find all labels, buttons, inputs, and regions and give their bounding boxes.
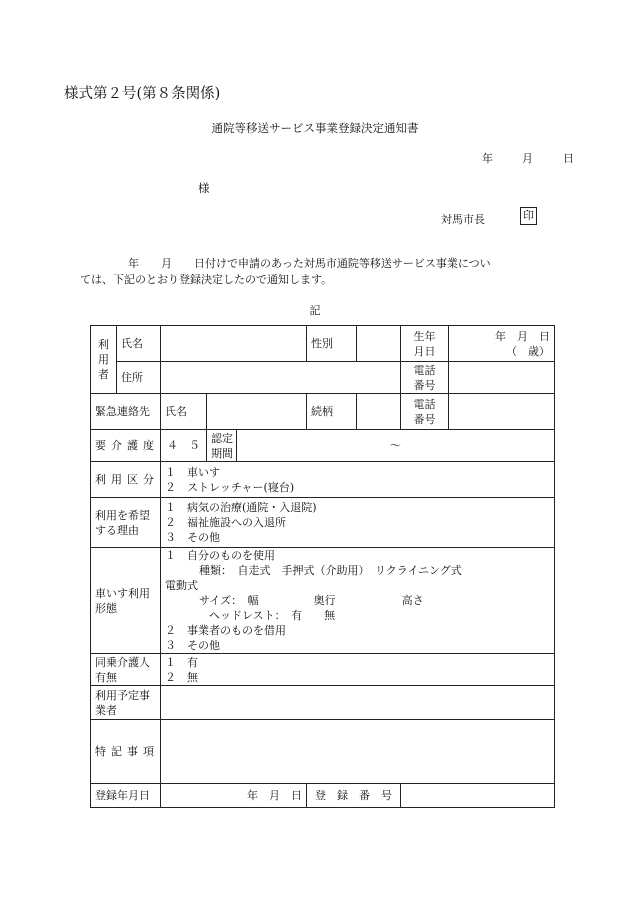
- seal-box: 印: [520, 207, 537, 225]
- companion-label: 同乗介護人 有無: [91, 654, 161, 686]
- address-value[interactable]: [161, 362, 401, 394]
- issuer: 対馬市長: [441, 213, 485, 226]
- name-label: 氏名: [117, 326, 161, 362]
- provider-label: 利用予定事 業者: [91, 686, 161, 720]
- relation-label: 続柄: [307, 394, 357, 430]
- document-title: 通院等移送サービス事業登録決定通知書: [211, 121, 419, 135]
- user-label: 利 用 者: [91, 326, 117, 394]
- form-number: 様式第２号(第８条関係): [64, 86, 221, 102]
- date-month: 月: [522, 152, 533, 165]
- care-level-label: 要介護度: [91, 430, 161, 462]
- reg-number-label: 登 録 番 号: [307, 784, 401, 808]
- relation-value[interactable]: [357, 394, 401, 430]
- body-line-2: ては、下記のとおり登録決定したので通知します。: [80, 273, 333, 286]
- date-year: 年: [482, 152, 493, 165]
- wheelchair-label: 車いす利用 形態: [91, 548, 161, 654]
- reason-options[interactable]: １ 病気の治療(通院・入退院) ２ 福祉施設への入退所 ３ その他: [161, 498, 555, 548]
- companion-options[interactable]: １ 有 ２ 無: [161, 654, 555, 686]
- gender-label: 性別: [307, 326, 357, 362]
- emergency-name-label: 氏名: [161, 394, 207, 430]
- provider-value[interactable]: [161, 686, 555, 720]
- wheelchair-options[interactable]: １ 自分のものを使用 種類： 自走式 手押式（介助用） リクライニング式 電動式 サイズ： 幅 奥行 高さ ヘッドレスト： 有 無 ２ 事業者のものを借用 ３ その他: [161, 548, 555, 654]
- phone-value[interactable]: [449, 362, 555, 394]
- body-line-1: 年 月 日付けで申請のあった対馬市通院等移送サービス事業につい: [128, 257, 491, 270]
- registration-table: [90, 325, 555, 808]
- birth-label: 生年 月日: [401, 326, 449, 362]
- emergency-phone-value[interactable]: [449, 394, 555, 430]
- reg-date-value[interactable]: 年 月 日: [161, 784, 307, 808]
- body-text: [80, 256, 590, 288]
- cert-period-value[interactable]: ～: [237, 430, 555, 462]
- emergency-phone-label: 電話 番号: [401, 394, 449, 430]
- emergency-label: 緊急連絡先: [91, 394, 161, 430]
- reason-label: 利用を希望 する理由: [91, 498, 161, 548]
- notes-label: 特記事項: [91, 720, 161, 784]
- gender-value[interactable]: [357, 326, 401, 362]
- usage-options[interactable]: １ 車いす ２ ストレッチャー(寝台): [161, 462, 555, 498]
- reg-date-label: 登録年月日: [91, 784, 161, 808]
- date-day: 日: [563, 152, 574, 165]
- cert-period-label: 認定 期間: [207, 430, 237, 462]
- care-level-values[interactable]: ４ ５: [161, 430, 207, 462]
- emergency-name-value[interactable]: [207, 394, 307, 430]
- usage-label: 利用区分: [91, 462, 161, 498]
- notes-value[interactable]: [161, 720, 555, 784]
- name-value[interactable]: [161, 326, 307, 362]
- address-label: 住所: [117, 362, 161, 394]
- addressee-suffix: 様: [198, 181, 210, 195]
- reg-number-value[interactable]: [401, 784, 555, 808]
- ki-heading: 記: [309, 304, 321, 317]
- birth-value[interactable]: 年 月 日 （ 歳）: [449, 326, 555, 362]
- phone-label: 電話 番号: [401, 362, 449, 394]
